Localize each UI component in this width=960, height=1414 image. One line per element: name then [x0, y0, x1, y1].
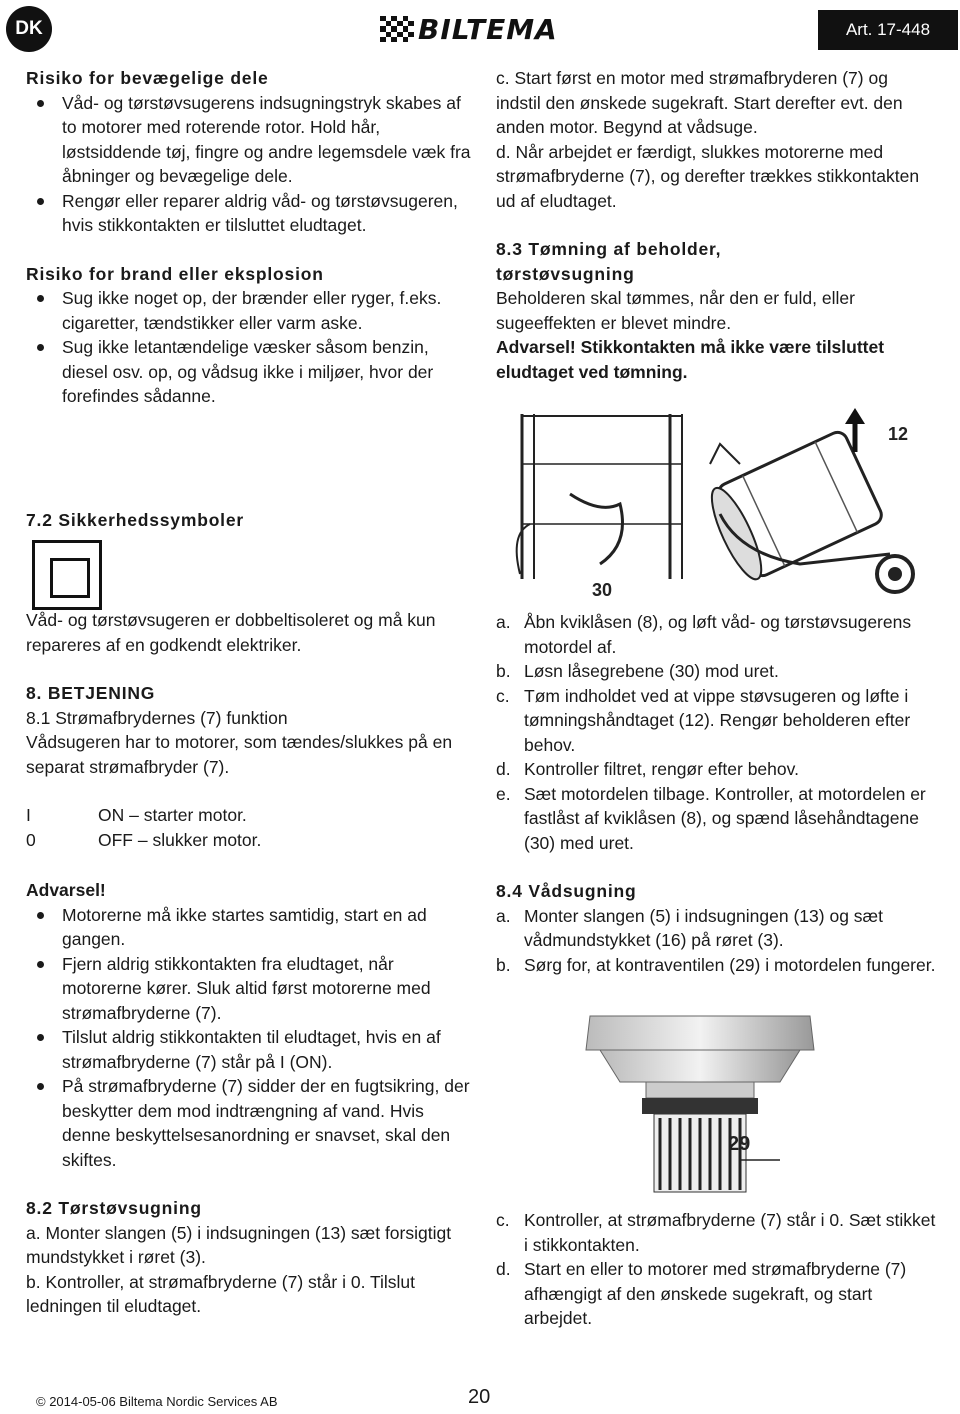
language-badge: DK — [6, 6, 52, 52]
tipping-vacuum-illustration — [500, 404, 940, 604]
article-number: Art. 17-448 — [818, 10, 958, 50]
label-29: 29 — [728, 1133, 751, 1155]
heading-emptying-2: tørstøvsugning — [496, 263, 635, 284]
switch-on-value: ON – starter motor. — [98, 805, 247, 825]
list-item: c. Tøm indholdet ved at vippe støvsugeren og løfte i tømningshåndtaget (12). Rengør beholderen efter behov. — [496, 685, 911, 755]
list-item: d. Kontroller filtret, rengør efter behov. — [496, 759, 799, 779]
switch-on-row — [26, 803, 474, 828]
left-warning-section — [26, 878, 474, 1319]
list-item: b. Sørg for, at kontraventilen (29) i motordelen fungerer. — [496, 954, 936, 975]
dry-vacuum-step-a: a. Monter slangen (5) i indsugningen (13) sæt forsigtigt mundstykket i røret (3). — [26, 1222, 452, 1267]
label-12: 12 — [888, 424, 909, 444]
double-insulation-icon — [32, 540, 102, 610]
right-bottom-section — [496, 1208, 936, 1331]
page-footer — [0, 1380, 960, 1414]
checkered-flag-icon — [380, 16, 414, 42]
right-top-section — [496, 66, 936, 384]
heading-dry-vacuum: 8.2 Tørstøvsugning — [26, 1198, 202, 1218]
list-item: Rengør eller reparer aldrig våd- og tørstøvsugeren, hvis stikkontakten er tilsluttet eludtaget. — [26, 189, 474, 238]
list-item: Sug ikke noget op, der brænder eller ryger, f.eks. cigaretter, tændstikker eller varm aske. — [26, 286, 474, 335]
list-item: d. Start en eller to motorer med strømafbryderne (7) afhængigt af den ønskede sugekraft, og start arbejdet. — [496, 1259, 907, 1328]
heading-safety-symbols-wrap — [26, 508, 474, 533]
list-item: Motorerne må ikke startes samtidig, start en ad gangen. — [26, 903, 474, 952]
wet-vacuum-steps — [496, 904, 936, 978]
heading-fire-risk: Risiko for brand eller eksplosion — [26, 263, 324, 284]
left-top-section — [26, 66, 474, 409]
list-item: Fjern aldrig stikkontakten fra eludtaget, når motorerne kører. Sluk altid først motorerne med strømafbryderne (7). — [26, 952, 474, 1026]
heading-emptying: 8.3 Tømning af beholder, — [496, 239, 722, 259]
fire-risk-list — [26, 286, 474, 409]
list-item: Tilslut aldrig stikkontakten til eludtaget, hvis en af strømafbryderne (7) står på I (ON). — [26, 1025, 474, 1074]
biltema-logo — [380, 14, 580, 44]
heading-safety-symbols: 7.2 Sikkerhedssymboler — [26, 510, 244, 530]
right-mid-section — [496, 610, 936, 977]
double-insulation-text: Våd- og tørstøvsugeren er dobbeltisoleret og må kun repareres af en godkendt elektriker. — [26, 610, 436, 655]
subheading-switch-function: 8.1 Strømafbrydernes (7) funktion — [26, 707, 288, 728]
left-mid-section — [26, 608, 474, 852]
switch-off-row — [26, 828, 474, 853]
step-c-text: c. Start først en motor med strømafbryderen (7) og indstil den ønskede sugekraft. Start derefter evt. den anden motor. Begynd at vådsuge. — [496, 68, 903, 137]
switch-on-key: I — [26, 805, 31, 825]
list-item: a. Åbn kviklåsen (8), og løft våd- og tørstøvsugerens motordel af. — [496, 612, 912, 657]
emptying-steps — [496, 610, 936, 855]
switch-off-key: 0 — [26, 829, 36, 850]
list-item: Sug ikke letantændelige væsker såsom benzin, diesel osv. op, og vådsug ikke i miljøer, hvor der forefindes sådanne. — [26, 335, 474, 409]
page-number: 20 — [468, 1386, 491, 1408]
heading-operation: 8. BETJENING — [26, 683, 156, 703]
list-item: b. Løsn låsegrebene (30) mod uret. — [496, 661, 779, 681]
list-item: e. Sæt motordelen tilbage. Kontroller, at motordelen er fastlåst af kviklåsen (8), og spænd låsehåndtagene (30) med uret. — [496, 783, 926, 853]
dry-vacuum-step-b: b. Kontroller, at strømafbryderne (7) står i 0. Tilslut ledningen til eludtaget. — [26, 1271, 416, 1316]
emptying-warning: Advarsel! Stikkontakten må ikke være tilsluttet eludtaget ved tømning. — [496, 337, 885, 382]
switch-off-value: OFF – slukker motor. — [98, 829, 262, 850]
list-item: Våd- og tørstøvsugerens indsugningstryk skabes af to motorer med roterende rotor. Hold hår, løstsiddende tøj, fingre og andre legemsdele væk fra åbninger og bevægelige dele. — [26, 91, 474, 189]
warning-heading: Advarsel! — [26, 880, 106, 900]
list-item: På strømafbryderne (7) sidder der en fugtsikring, der beskytter dem mod indtrængning af vand. Hvis denne beskyttelsesanordning er snavset, skal den skiftes. — [26, 1074, 474, 1172]
list-item: a. Monter slangen (5) i indsugningen (13) og sæt vådmundstykket (16) på røret (3). — [496, 905, 883, 950]
wet-vacuum-steps-end — [496, 1208, 936, 1331]
logo-text: BILTEMA — [418, 12, 558, 46]
warning-list — [26, 903, 474, 1173]
emptying-paragraph: Beholderen skal tømmes, når den er fuld, eller sugeeffekten er blevet mindre. — [496, 288, 855, 333]
switch-function-text: Vådsugeren har to motorer, som tændes/slukkes på en separat strømafbryder (7). — [26, 732, 453, 777]
heading-wet-vacuum: 8.4 Vådsugning — [496, 881, 637, 901]
heading-moving-parts: Risiko for bevægelige dele — [26, 68, 269, 88]
page-header — [0, 0, 960, 60]
copyright-text: © 2014-05-06 Biltema Nordic Services AB — [36, 1394, 278, 1409]
moving-parts-list — [26, 91, 474, 238]
list-item: c. Kontroller, at strømafbryderne (7) står i 0. Sæt stikket i stikkontakten. — [496, 1210, 936, 1255]
step-d-text: d. Når arbejdet er færdigt, slukkes motorerne med strømafbryderne (7), og derefter trækkes stikkontakten ud af eludtaget. — [496, 141, 920, 211]
label-30: 30 — [592, 580, 613, 600]
motor-check-valve-illustration — [580, 1010, 820, 1200]
